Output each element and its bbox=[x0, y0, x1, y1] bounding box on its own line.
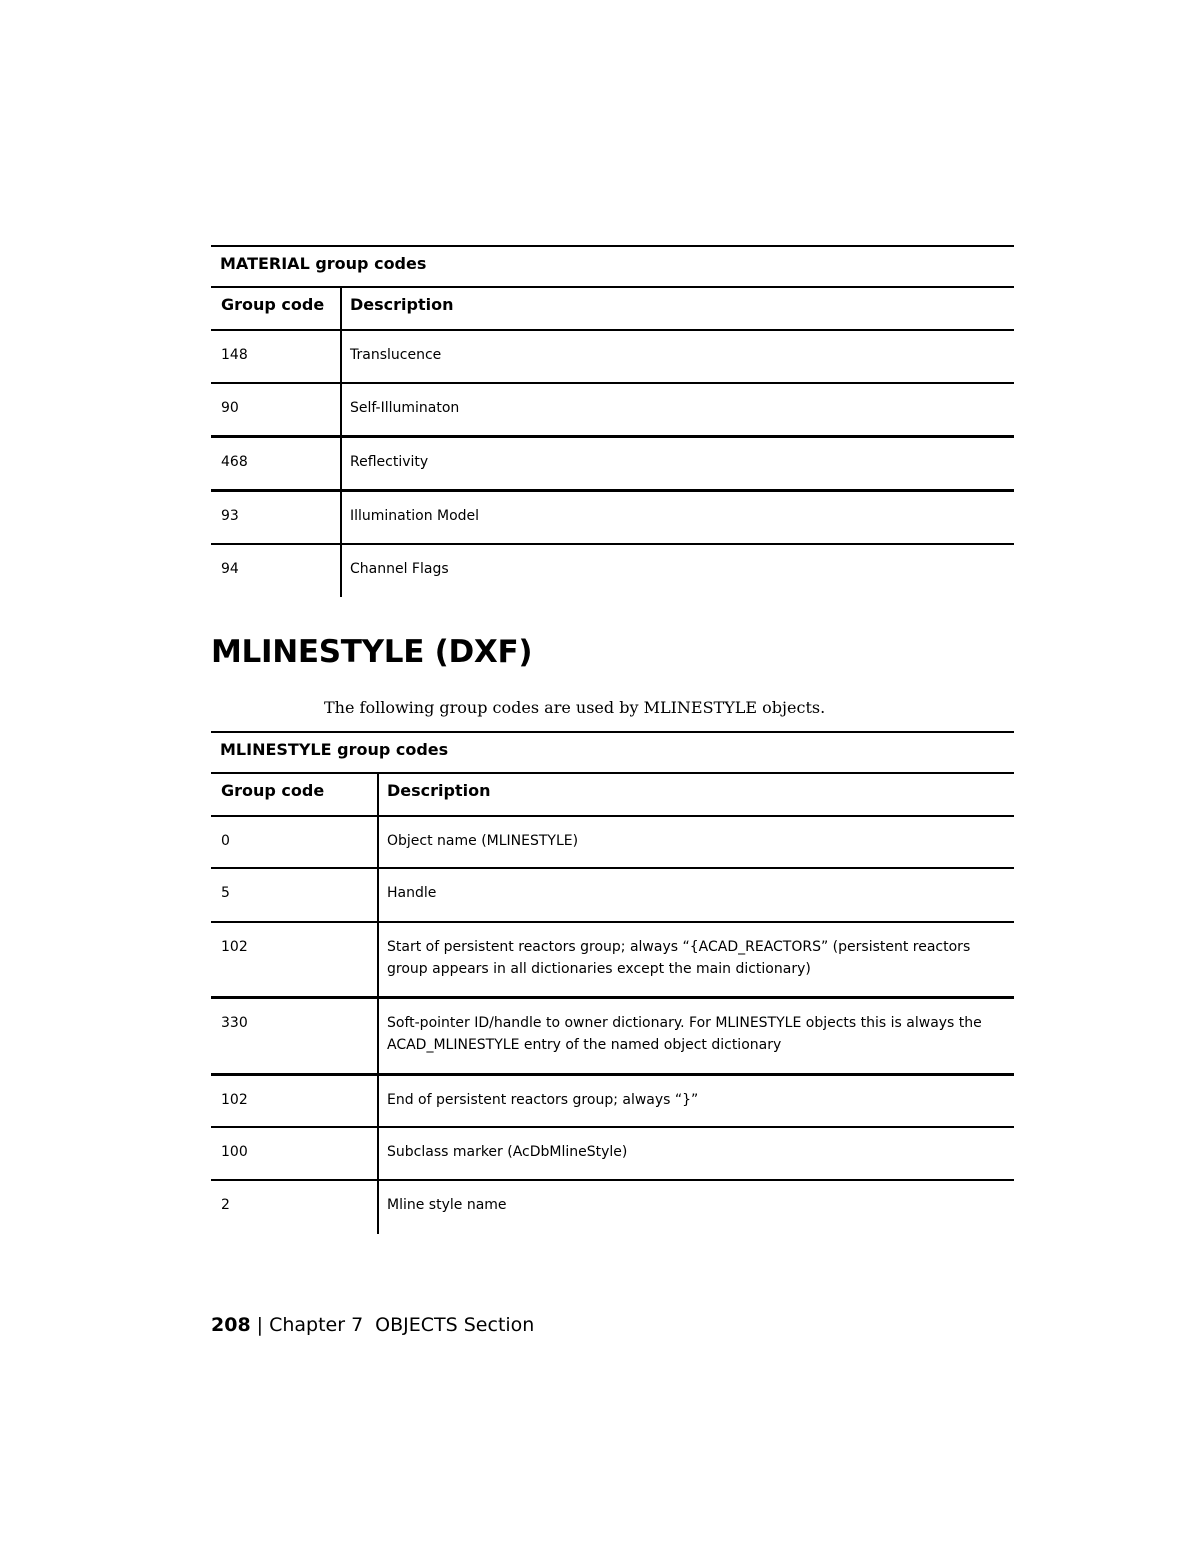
table-header-row bbox=[211, 286, 1014, 329]
footer-section: OBJECTS Section bbox=[375, 1314, 535, 1336]
group-code-cell: 0 bbox=[211, 817, 379, 867]
table-header-row bbox=[211, 772, 1014, 815]
group-code-cell: 468 bbox=[211, 438, 342, 489]
description-cell: Soft-pointer ID/handle to owner dictionary. For MLINESTYLE objects this is always the ACAD_MLINESTYLE entry of the named object dictionary bbox=[387, 1015, 982, 1053]
footer-chapter: Chapter 7 bbox=[269, 1314, 364, 1336]
section-heading: MLINESTYLE (DXF) bbox=[211, 634, 533, 670]
description-cell: Subclass marker (AcDbMlineStyle) bbox=[387, 1144, 628, 1160]
page-footer bbox=[211, 1314, 534, 1336]
group-code-cell: 102 bbox=[211, 923, 379, 996]
group-code-cell: 2 bbox=[211, 1181, 379, 1234]
table-row bbox=[211, 867, 1014, 921]
table-row bbox=[211, 1073, 1014, 1126]
table-row bbox=[211, 1126, 1014, 1179]
column-header-description: Description bbox=[350, 295, 454, 314]
table-caption: MLINESTYLE group codes bbox=[211, 731, 1014, 772]
description-cell: Start of persistent reactors group; always “{ACAD_REACTORS” (persistent reactors group appears in all dictionaries except the main dictionary) bbox=[387, 939, 971, 977]
description-cell: Mline style name bbox=[387, 1197, 507, 1213]
table-row bbox=[211, 435, 1014, 489]
group-code-cell: 94 bbox=[211, 545, 342, 597]
mlinestyle-group-codes-table bbox=[211, 731, 1014, 1234]
group-code-cell: 102 bbox=[211, 1076, 379, 1126]
group-code-cell: 93 bbox=[211, 492, 342, 543]
section-intro: The following group codes are used by MLINESTYLE objects. bbox=[324, 698, 826, 717]
group-code-cell: 330 bbox=[211, 999, 379, 1073]
table-row bbox=[211, 329, 1014, 382]
description-cell: End of persistent reactors group; always “}” bbox=[387, 1092, 699, 1108]
footer-separator: | bbox=[256, 1314, 264, 1336]
description-cell: Object name (MLINESTYLE) bbox=[387, 833, 579, 849]
column-header-group-code: Group code bbox=[211, 288, 342, 329]
group-code-cell: 100 bbox=[211, 1128, 379, 1179]
description-cell: Handle bbox=[387, 885, 437, 901]
group-code-cell: 90 bbox=[211, 384, 342, 435]
table-row bbox=[211, 382, 1014, 435]
description-cell: Channel Flags bbox=[350, 561, 449, 577]
page-number: 208 bbox=[211, 1314, 251, 1336]
table-row bbox=[211, 996, 1014, 1073]
group-code-cell: 148 bbox=[211, 331, 342, 382]
column-header-group-code: Group code bbox=[211, 774, 379, 815]
description-cell: Illumination Model bbox=[350, 508, 480, 524]
description-cell: Translucence bbox=[350, 347, 442, 363]
material-group-codes-table bbox=[211, 245, 1014, 597]
table-caption: MATERIAL group codes bbox=[211, 245, 1014, 286]
table-row bbox=[211, 543, 1014, 597]
table-row bbox=[211, 489, 1014, 543]
column-header-description: Description bbox=[387, 781, 491, 800]
group-code-cell: 5 bbox=[211, 869, 379, 921]
description-cell: Self-Illuminaton bbox=[350, 400, 460, 416]
table-row bbox=[211, 921, 1014, 996]
description-cell: Reflectivity bbox=[350, 454, 429, 470]
table-row bbox=[211, 1179, 1014, 1234]
table-row bbox=[211, 815, 1014, 867]
